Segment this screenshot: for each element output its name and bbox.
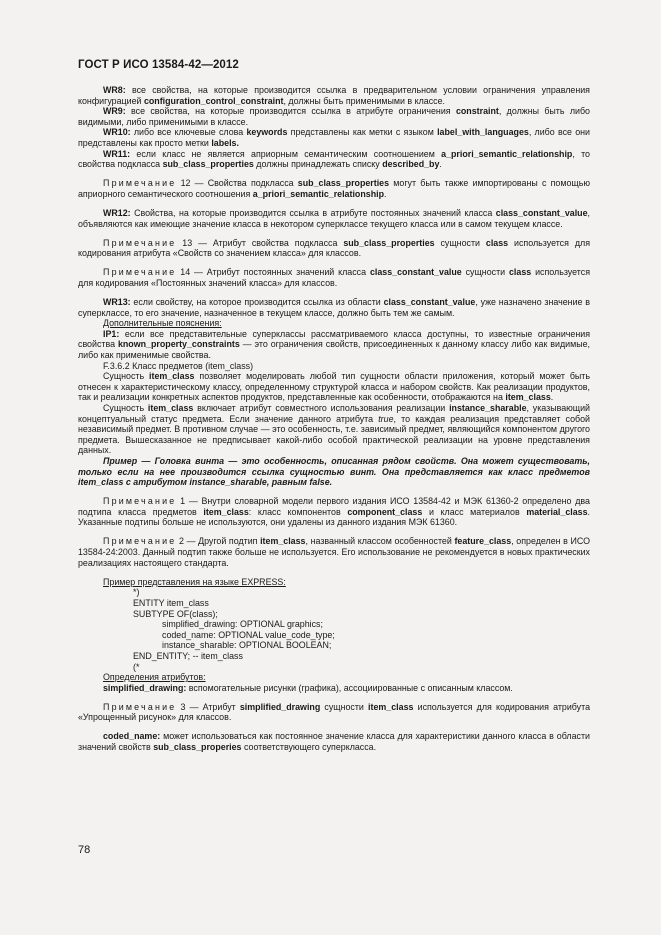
bold-term: class_constant_value — [383, 297, 476, 307]
text-run: вспомогательные рисунки (графика), ассоциированные с описанным классом. — [186, 682, 513, 693]
paragraph — [78, 577, 590, 588]
text-run: все свойства, на которые производится ссылка в предварительном условии ограничения управления конфигурацией — [78, 85, 590, 106]
text-run: должны принадлежать списку — [253, 159, 383, 170]
text-run: Сущность — [103, 402, 148, 413]
bold-term: WR8: — [103, 85, 126, 95]
text-run: сущности — [461, 267, 509, 278]
code-line: SUBTYPE OF(class); — [133, 608, 218, 619]
text-run: 2 — Другой подтип — [176, 536, 261, 547]
paragraphs — [78, 85, 590, 587]
note-label: Примечание — [103, 496, 177, 507]
text-run: 1 — Внутри словарной модели первого издания ИСО 13584-42 и МЭК 61360-2 определено два подтипа класса предметов — [78, 496, 590, 517]
note-label: Примечание — [103, 701, 177, 712]
text-run: , то каждая реализация представляет собой независимый предмет. В противном случае — это особенность, т.е. зависимый предмет, являющийся компонентом другого предмета. Вышесказанное не предписывает какой-либо особой практической реализации на уровне представления данных. — [78, 413, 590, 456]
bold-term: component_class — [347, 506, 423, 517]
text-run: . — [384, 188, 387, 199]
text-run: если класс не является априорным семантическим соотношением — [130, 148, 442, 159]
paragraph — [78, 208, 590, 229]
bold-term: item_class — [260, 536, 306, 547]
bold-term: labels. — [211, 137, 239, 148]
paragraph — [78, 371, 590, 403]
section-heading: Пример представления на языке EXPRESS: — [103, 576, 286, 587]
text-run: все свойства, на которые производится ссылка в атрибуте ограничения — [125, 106, 456, 117]
bold-term: feature_class — [454, 536, 512, 547]
section-heading: Дополнительные пояснения: — [103, 318, 222, 329]
bold-term: sub_class_properties — [297, 178, 390, 189]
text-run: , определен в ИСО 13584-24:2003. Данный подтип также больше не используется. Его использование не рекомендуется в новых практических реализациях настоящего стандарта. — [78, 536, 590, 568]
note-label: Примечание — [103, 178, 177, 189]
note-label: Примечание — [103, 267, 177, 278]
note-label: Примечание — [103, 536, 177, 547]
text-run: , должны быть либо видимыми, либо применимыми в классе. — [78, 106, 590, 127]
note-label: Примечание — [103, 237, 177, 248]
text-run: 13 — Атрибут свойства подкласса — [176, 237, 344, 248]
paragraph — [78, 238, 590, 259]
bold-term: known_property_constraints — [117, 339, 240, 350]
text-run: : класс компонентов — [248, 506, 348, 517]
paragraph — [78, 456, 590, 488]
bold-term: sub_class_properties — [162, 159, 254, 170]
bold-term: item_class — [147, 402, 194, 413]
paragraph — [78, 178, 590, 199]
bold-term: WR10: — [103, 127, 131, 138]
paragraph — [78, 702, 590, 723]
text-run: 12 — Свойства подкласса — [176, 178, 298, 189]
bold-term: simplified_drawing — [239, 701, 321, 712]
code-line: simplified_drawing: OPTIONAL graphics; — [162, 619, 323, 630]
text-run: — это ограничения свойств, присоединенных к данному классу либо как видимые, либо как применимые свойства. — [78, 339, 590, 360]
bold-term: WR12: — [103, 207, 131, 218]
code-line: coded_name: OPTIONAL value_code_type; — [162, 629, 335, 640]
text-run: сущности — [434, 237, 486, 248]
bold-term: item_class — [368, 701, 414, 712]
bold-term: class — [508, 267, 532, 278]
bold-term: class — [485, 237, 509, 248]
paragraph — [78, 403, 590, 456]
text-run: , должны быть применимыми в классе. — [283, 95, 445, 106]
code-line: END_ENTITY; -- item_class — [133, 650, 243, 661]
text-run: . — [550, 392, 554, 403]
code-line: (* — [133, 661, 140, 672]
bold-term: keywords — [246, 127, 288, 138]
text-run: позволяет моделировать любой тип сущности области приложения, который может быть отнесен к характеристическому классу, определенному структурой класса и набором свойств. Как реализации продуктов, так и реализации конкретных аспектов продуктов, представленные как особенности, отображаются на — [78, 371, 590, 403]
attribute-definitions — [78, 672, 590, 753]
paragraph — [78, 361, 590, 372]
bold-term: WR11: — [103, 148, 131, 159]
paragraph — [78, 536, 590, 568]
text-run: Свойства, на которые производится ссылка в атрибуте постоянных значений класса — [130, 207, 496, 218]
text-run: сущности — [320, 701, 369, 712]
bold-term: IP1: — [103, 328, 120, 339]
text-run: 14 — Атрибут постоянных значений класса — [176, 267, 370, 278]
text-run: если все представительные суперклассы рассматриваемого класса доступны, то известные ограничения свойства — [78, 328, 590, 350]
text-run: соответствующего суперкласса. — [241, 742, 377, 753]
text-run: , названный классом особенностей — [305, 536, 455, 547]
text-run: . Указанные подтипы больше не используются, они удалены из данного издания МЭК 61360. — [78, 506, 590, 528]
paragraph — [78, 329, 590, 361]
text-run: , указывающий концептуальный статус предмета. Если значение данного атрибута — [78, 402, 591, 424]
bold-term: class_constant_value — [495, 207, 588, 218]
text-run: могут быть также импортированы с помощью априорного семантического соотношения — [78, 178, 590, 199]
text-run: , уже назначено значение в суперклассе, то его значение, назначенное в текущем классе, должно быть тем же самым. — [78, 297, 590, 318]
bold-term: material_class — [526, 506, 588, 517]
paragraph — [78, 267, 590, 288]
paragraph — [78, 672, 590, 683]
bold-term: coded_name: — [103, 731, 161, 742]
text-run: может использоваться как постоянное значение класса для характеристики данного класса в области значений свойств — [78, 731, 590, 753]
text-run: используется для кодирования атрибута «Свойств со значением класса» для классов. — [78, 237, 591, 259]
text-run: Сущность — [103, 371, 150, 382]
text-run: используется для кодирования атрибута «Упрощенный рисунок» для классов. — [78, 701, 590, 723]
text-run: , то свойства подкласса — [78, 148, 590, 170]
paragraph — [78, 297, 590, 318]
paragraph — [78, 318, 590, 329]
bold-term: sub_class_properies — [153, 742, 242, 753]
page-number: 78 — [78, 844, 91, 856]
bold-term: constraint — [455, 106, 499, 117]
page-header: ГОСТ Р ИСО 13584-42—2012 — [78, 59, 239, 71]
bold-term: WR9: — [103, 106, 126, 117]
bold-term: class_constant_value — [369, 267, 462, 278]
bold-term: item_class — [505, 392, 551, 403]
bold-term: described_by — [382, 159, 440, 170]
paragraph — [78, 683, 590, 694]
paragraph — [78, 731, 590, 752]
bold-term: item_class — [203, 506, 249, 517]
bold-term: sub_class_properties — [343, 237, 435, 248]
code-line: *) — [133, 587, 140, 598]
text-run: используется для кодирования «Постоянных значений класса» для классов. — [78, 267, 590, 288]
bold-term: item_class — [149, 371, 195, 382]
bold-term: configuration_control_constraint — [143, 95, 284, 106]
italic-term: true — [378, 413, 394, 424]
paragraph — [78, 106, 590, 127]
bold-term: instance_sharable — [449, 402, 527, 413]
text-run: если свойству, на которое производится ссылка из области — [130, 297, 384, 307]
code-line: instance_sharable: OPTIONAL BOOLEAN; — [162, 640, 332, 651]
text-run: и класс материалов — [422, 506, 527, 517]
text-run: , объявляются как имеющие значение класса в некотором суперклассе текущего класса или в самом текущем классе. — [78, 207, 590, 229]
section-heading: Определения атрибутов: — [103, 672, 206, 683]
paragraph — [78, 127, 590, 148]
paragraph — [78, 149, 590, 170]
express-code-block — [78, 587, 590, 672]
bold-term: a_priori_semantic_relationship — [252, 188, 384, 199]
example-text: Пример — Головка винта — это особенность, описанная рядом свойств. Она может существовать, только если на нее производится ссылка сущностью винт. Она представляется как класс предметов item_class с атрибутом instance_sharable, равным false. — [78, 455, 590, 488]
text-run: . — [439, 159, 442, 170]
text-run: 3 — Атрибут — [176, 701, 240, 712]
text-run: представлены как метки с языком — [287, 127, 438, 138]
text-run: , либо все они представлены как просто метки — [78, 127, 590, 148]
paragraph — [78, 496, 590, 528]
bold-term: a_priori_semantic_relationship — [441, 148, 573, 159]
bold-term: simplified_drawing: — [103, 682, 187, 693]
paragraph — [78, 85, 590, 106]
page-body — [78, 85, 590, 753]
text-run: либо все ключевые слова — [130, 127, 247, 138]
text-run: включает атрибут совместного использования реализации — [193, 402, 450, 413]
code-line: ENTITY item_class — [133, 597, 209, 608]
text-run: F.3.6.2 Класс предметов (item_class) — [103, 360, 254, 371]
bold-term: label_with_languages — [437, 127, 529, 138]
bold-term: WR13: — [103, 297, 131, 307]
